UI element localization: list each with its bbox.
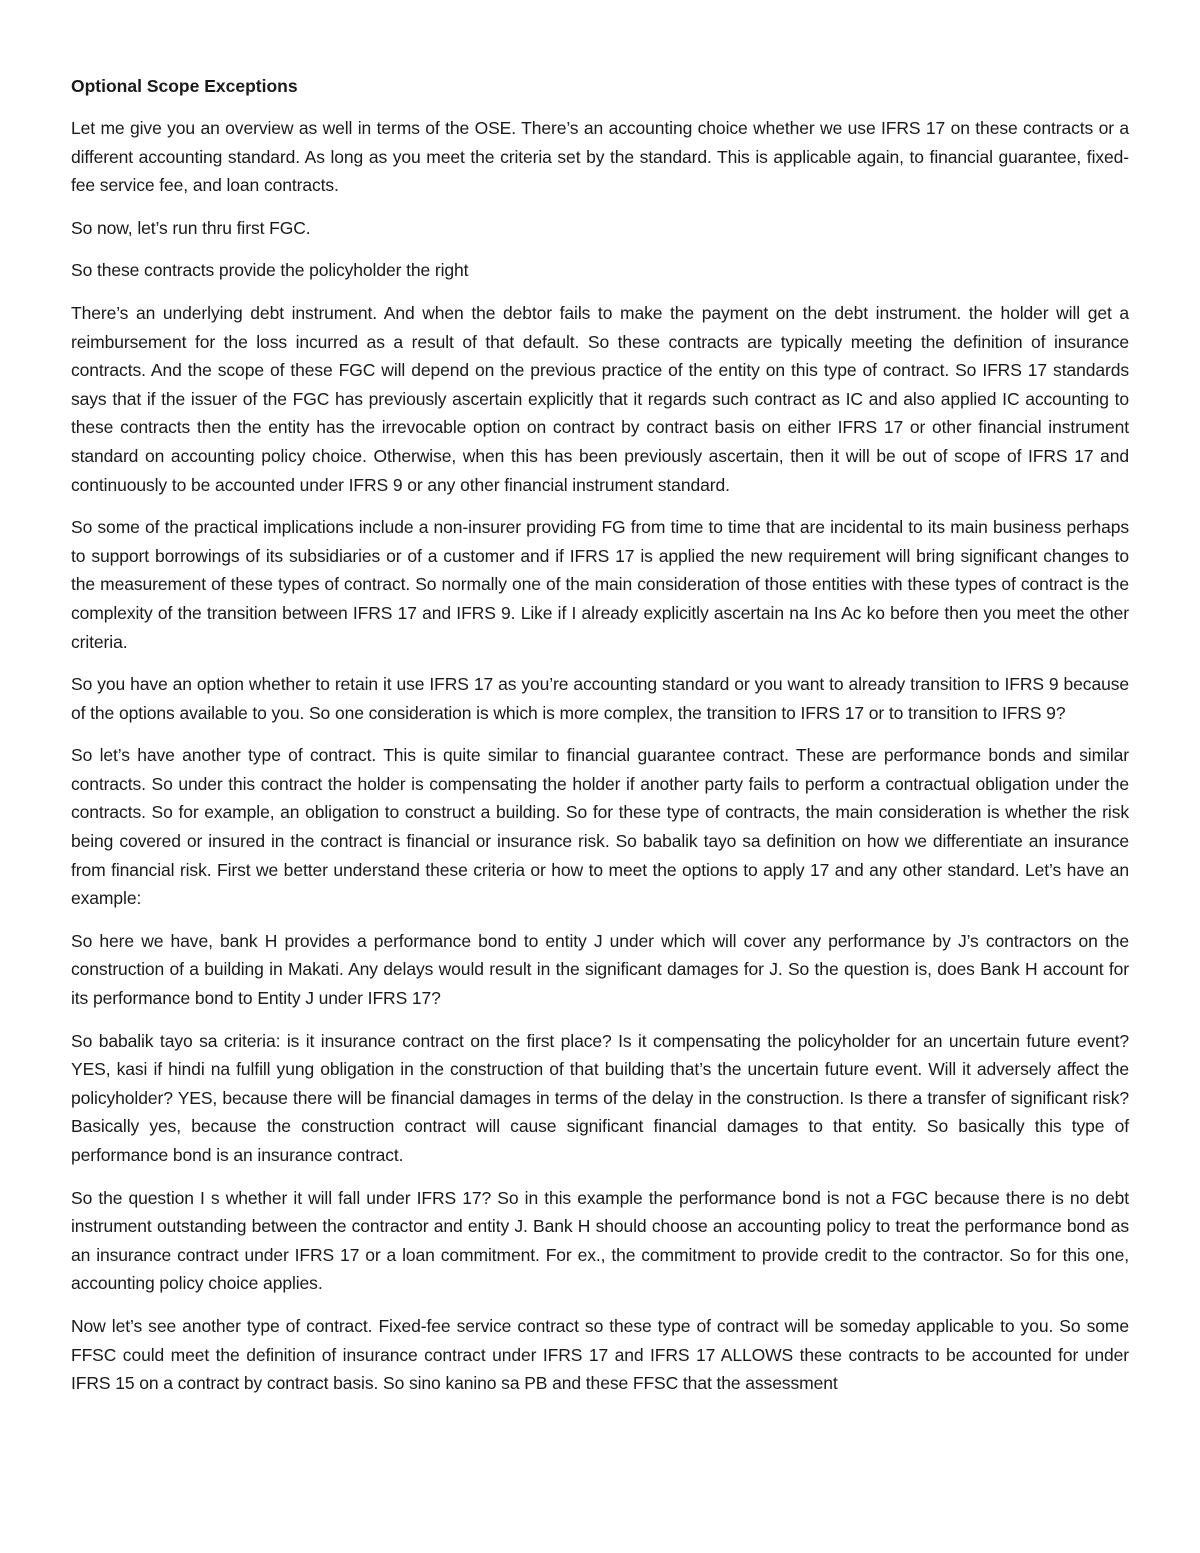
paragraph-option-transition: So you have an option whether to retain it use IFRS 17 as you’re accounting standard or you want to already transition to IFRS 9 because of the options available to you. So one consideration is which is more complex, the transition to IFRS 17 or to transition to IFRS 9?	[71, 674, 1129, 723]
paragraph-policyholder-right: So these contracts provide the policyholder the right	[71, 260, 469, 281]
paragraph-practical-implications: So some of the practical implications include a non-insurer providing FG from time to time that are incidental to its main business perhaps to support borrowings of its subsidiaries or of a customer and if IFRS 17 is applied the new requirement will bring significant changes to the measurement of these types of contract. So normally one of the main consideration of those entities with these types of contract is the complexity of the transition between IFRS 17 and IFRS 9. Like if I already explicitly ascertain na Ins Ac ko before then you meet the other criteria.	[71, 517, 1129, 652]
paragraph-debt-instrument: There’s an underlying debt instrument. And when the debtor fails to make the payment on the debt instrument. the holder will get a reimbursement for the loss incurred as a result of that default. So these contracts are typically meeting the definition of insurance contracts. And the scope of these FGC will depend on the previous practice of the entity on this type of contract. So IFRS 17 standards says that if the issuer of the FGC has previously ascertain explicitly that it regards such contract as IC and also applied IC accounting to these contracts then the entity has the irrevocable option on contract by contract basis on either IFRS 17 or other financial instrument standard on accounting policy choice. Otherwise, when this has been previously ascertain, then it will be out of scope of IFRS 17 and continuously to be accounted under IFRS 9 or any other financial instrument standard.	[71, 302, 1129, 495]
paragraph-fixed-fee-service: Now let’s see another type of contract. Fixed-fee service contract so these type of contract will be someday applicable to you. So some FFSC could meet the definition of insurance contract under IFRS 17 and IFRS 17 ALLOWS these contracts to be accounted for under IFRS 15 on a contract by contract basis. So sino kanino sa PB and these FFSC that the assessment	[71, 1315, 1129, 1394]
paragraph-ifrs17-question: So the question I s whether it will fall under IFRS 17? So in this example the performance bond is not a FGC because there is no debt instrument outstanding between the contractor and entity J. Bank H should choose an accounting policy to treat the performance bond as an insurance contract under IFRS 17 or a loan commitment. For ex., the commitment to provide credit to the contractor. So for this one, accounting policy choice applies.	[71, 1187, 1129, 1294]
document-heading: Optional Scope Exceptions	[71, 76, 298, 96]
paragraph-overview: Let me give you an overview as well in terms of the OSE. There’s an accounting choice whether we use IFRS 17 on these contracts or a different accounting standard. As long as you meet the criteria set by the standard. This is applicable again, to financial guarantee, fixed-fee service fee, and loan contracts.	[71, 118, 1129, 196]
paragraph-fgc-intro: So now, let’s run thru first FGC.	[71, 217, 311, 238]
paragraph-example-bank-h: So here we have, bank H provides a performance bond to entity J under which will cover any performance by J’s contractors on the construction of a building in Makati. Any delays would result in the significant damages for J. So the question is, does Bank H account for its performance bond to Entity J under IFRS 17?	[71, 930, 1129, 1009]
paragraph-criteria: So babalik tayo sa criteria: is it insurance contract on the first place? Is it compensating the policyholder for an uncertain future event? YES, kasi if hindi na fulfill yung obligation in the construction of that building that’s the uncertain future event. Will it adversely affect the policyholder? YES, because there will be financial damages in terms of the delay in the construction. Is there a transfer of significant risk? Basically yes, because the construction contract will cause significant financial damages to that entity. So basically this type of performance bond is an insurance contract.	[71, 1030, 1129, 1165]
paragraph-performance-bonds: So let’s have another type of contract. This is quite similar to financial guarantee contract. These are performance bonds and similar contracts. So under this contract the holder is compensating the holder if another party fails to perform a contractual obligation under the contracts. So for example, an obligation to construct a building. So for these type of contracts, the main consideration is whether the risk being covered or insured in the contract is financial or insurance risk. So babalik tayo sa definition on how we differentiate an insurance from financial risk. First we better understand these criteria or how to meet the options to apply 17 and any other standard. Let’s have an example:	[71, 745, 1129, 909]
document-page	[71, 72, 1129, 1412]
